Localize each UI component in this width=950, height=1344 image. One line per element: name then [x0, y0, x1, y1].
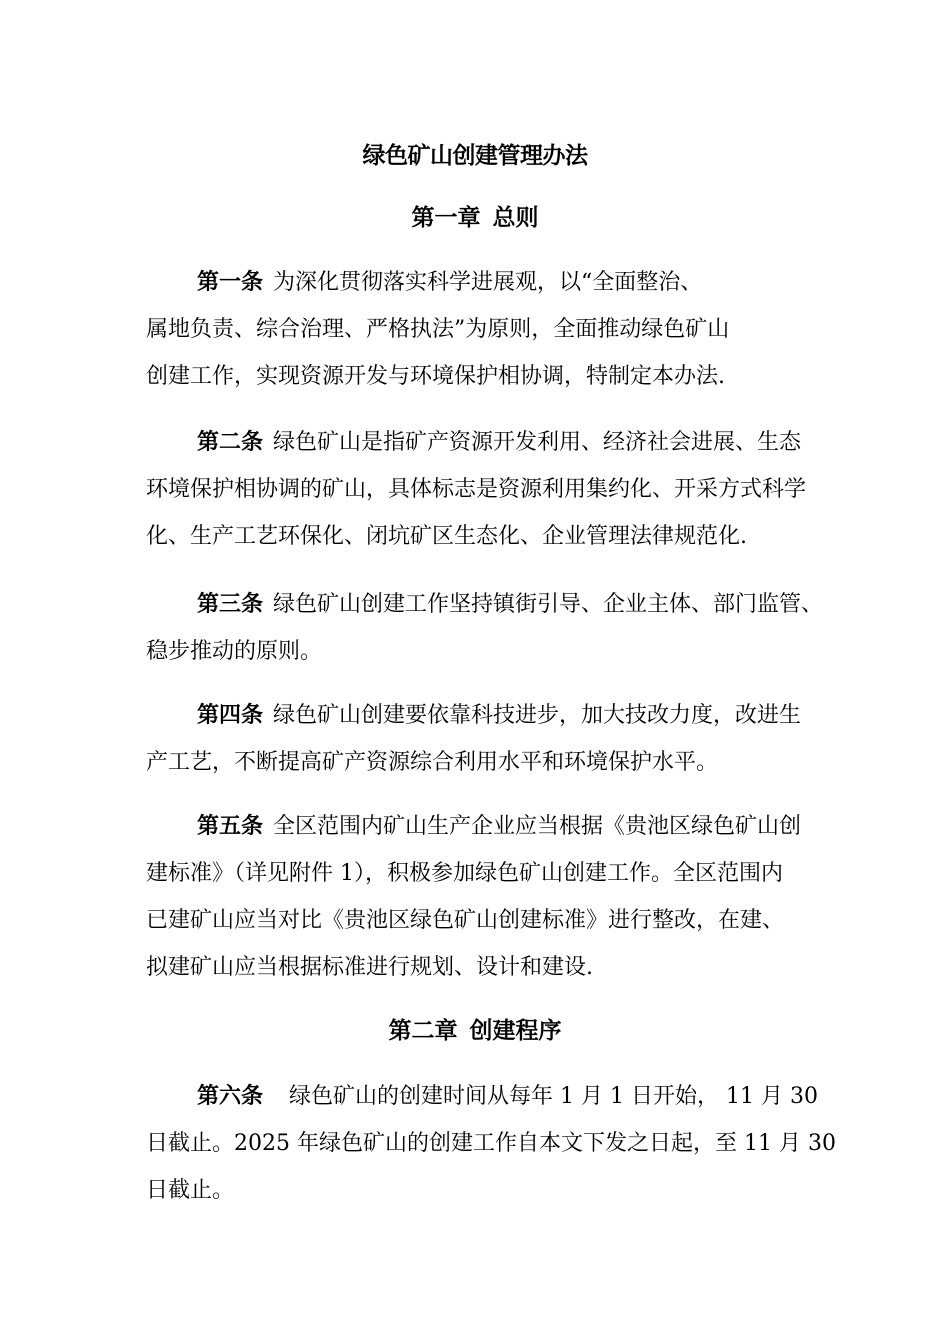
article-label: 第二条 — [197, 430, 264, 455]
article-text: 绿色矿山创建工作坚持镇街引导、企业主体、部门监管、 — [273, 592, 824, 617]
chapter-name: 创建程序 — [469, 1018, 562, 1044]
article-line — [146, 1082, 816, 1129]
article-line: 环境保护相协调的矿山，具体标志是资源利用集约化、开采方式科学 — [146, 477, 807, 502]
article-text: 为深化贯彻落实科学进展观，以“全面整治、 — [273, 270, 703, 295]
article-line: 属地负责、综合治理、严格执法”为原则，全面推动绿色矿山 — [146, 317, 730, 342]
article-line — [146, 812, 816, 859]
article-line: 化、生产工艺环保化、闭坑矿区生态化、企业管理法律规范化. — [146, 524, 747, 549]
article-6 — [146, 1082, 836, 1223]
article-text: 绿色矿山是指矿产资源开发利用、经济社会进展、生态 — [273, 430, 802, 455]
article-line: 建标准》（详见附件 1），积极参加绿色矿山创建工作。全区范围内 — [146, 861, 783, 886]
article-label: 第五条 — [197, 814, 264, 839]
article-1 — [146, 268, 816, 409]
article-4 — [146, 701, 816, 795]
article-line: 产工艺，不断提高矿产资源综合利用水平和环境保护水平。 — [146, 750, 719, 775]
chapter-number: 第一章 — [411, 205, 481, 231]
article-line: 日截止。2025 年绿色矿山的创建工作自本文下发之日起，至 11 月 30 — [146, 1131, 836, 1156]
article-text: 绿色矿山创建要依靠科技进步，加大技改力度，改进生 — [273, 703, 802, 728]
article-line — [146, 590, 824, 637]
article-label: 第六条 — [197, 1084, 264, 1109]
chapter-number: 第二章 — [388, 1018, 458, 1044]
chapter-heading-2 — [0, 1016, 950, 1046]
article-3 — [146, 590, 824, 684]
article-label: 第四条 — [197, 703, 264, 728]
article-text: 绿色矿山的创建时间从每年 1 月 1 日开始， 11 月 30 — [289, 1084, 818, 1109]
article-5 — [146, 812, 816, 1000]
article-line: 已建矿山应当对比《贵池区绿色矿山创建标准》进行整改，在建、 — [146, 908, 785, 933]
article-2 — [146, 428, 816, 569]
article-line — [146, 268, 816, 315]
article-line: 创建工作，实现资源开发与环境保护相协调，特制定本办法. — [146, 364, 725, 389]
article-text: 全区范围内矿山生产企业应当根据《贵池区绿色矿山创 — [273, 814, 802, 839]
chapter-name: 总则 — [492, 205, 539, 231]
article-line: 日截止。 — [146, 1178, 235, 1203]
article-line: 稳步推动的原则。 — [146, 639, 323, 664]
chapter-heading-1 — [0, 203, 950, 233]
article-line — [146, 428, 816, 475]
article-label: 第一条 — [197, 270, 264, 295]
article-label: 第三条 — [197, 592, 264, 617]
article-line: 拟建矿山应当根据标准进行规划、设计和建设. — [146, 955, 593, 980]
document-title: 绿色矿山创建管理办法 — [362, 143, 588, 169]
article-line — [146, 701, 816, 748]
